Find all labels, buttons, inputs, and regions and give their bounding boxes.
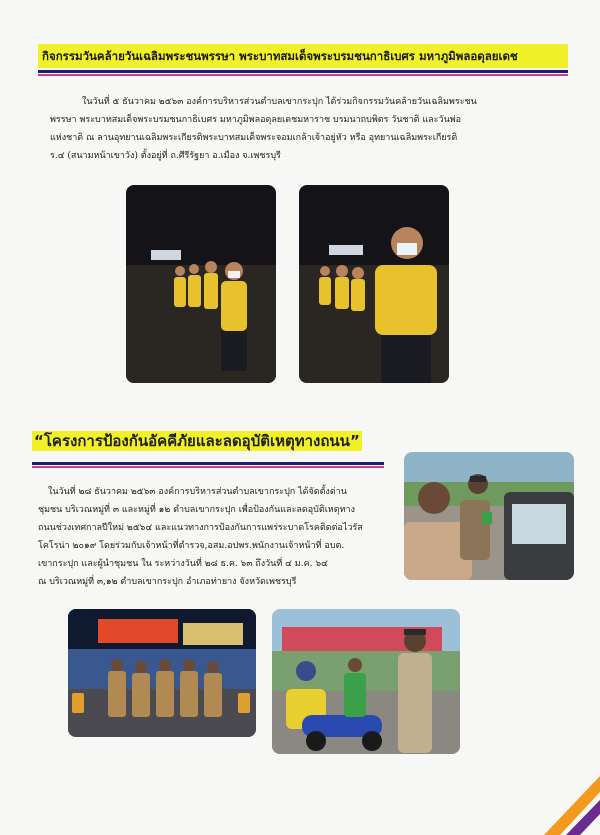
title-underline-navy	[38, 70, 568, 73]
ceremony-photo-right	[299, 185, 449, 383]
ceremony-photo-left	[126, 185, 276, 383]
section1-line: ร.๔ (สนามหน้าเขาวัง) ตั้งอยู่ที่ ถ.ศีรีรัฐยา อ.เมือง จ.เพชรบุรี	[50, 151, 281, 161]
section2-title: “โครงการป้องกันอัคคีภัยและลดอุบัติเหตุทางถนน”	[34, 432, 360, 450]
section2-line: โคโรน่า ๒๐๑๙ โดยร่วมกับเจ้าหน้าที่ตำรวจ,อสม.อปพร.พนักงานเจ้าหน้าที่ อบต.	[38, 541, 345, 551]
section2-line: เขากระปุก และผู้นำชุมชน ใน ระหว่างวันที่ ๒๘ ธ.ค. ๖๓ ถึงวันที่ ๔ ม.ค. ๖๔	[38, 559, 328, 569]
section2-line: ถนนช่วงเทศกาลปีใหม่ ๒๕๖๔ และแนวทางการป้องกันการแพร่ระบาดโรคติดต่อไวรัส	[38, 523, 363, 533]
section2-line: ณ บริเวณหมู่ที่ ๓,๑๒ ตำบลเขากระปุก อำเภอท่ายาง จังหวัดเพชรบุรี	[38, 577, 297, 587]
section1-line: ในวันที่ ๕ ธันวาคม ๒๕๖๓ องค์การบริหารส่วนตำบลเขากระปุก ได้ร่วมกิจกรรมวันคล้ายวันเฉลิมพระชน	[82, 97, 477, 107]
section2-line: ในวันที่ ๒๘ ธันวาคม ๒๕๖๓ องค์การบริหารส่วนตำบลเขากระปุก ได้จัดตั้งด่าน	[48, 487, 347, 497]
checkpoint-photo-motorbike	[272, 609, 460, 754]
title-underline-pink	[38, 74, 568, 76]
checkpoint-photo-group	[68, 609, 256, 737]
section1-paragraph	[50, 93, 477, 165]
section1-title: กิจกรรมวันคล้ายวันเฉลิมพระชนพรรษา พระบาทสมเด็จพระบรมชนกาธิเบศร มหาภูมิพลอดุลยเดช	[38, 44, 568, 68]
section2-line: ชุมชน บริเวณหมู่ที่ ๓ และหมู่ที่ ๑๒ ตำบลเขากระปุก เพื่อป้องกันและลดอุบัติเหตุทาง	[38, 505, 355, 515]
title-underline-navy	[32, 462, 384, 465]
section2-paragraph	[38, 483, 363, 591]
corner-stripes-decoration	[544, 770, 600, 835]
title-underline-pink	[32, 466, 384, 468]
section1-line: พรรษา พระบาทสมเด็จพระบรมชนกาธิเบศร มหาภูมิพลอดุลยเดชมหาราช บรมนาถบพิตร วันชาติ และวันพ่อ	[50, 115, 462, 125]
checkpoint-photo-car	[404, 452, 574, 580]
section1-line: แห่งชาติ ณ ลานอุทยานเฉลิมพระเกียรติพระบาทสมเด็จพระจอมเกล้าเจ้าอยู่หัว หรือ อุทยานเฉลิมพระเกียรติ	[50, 133, 458, 143]
